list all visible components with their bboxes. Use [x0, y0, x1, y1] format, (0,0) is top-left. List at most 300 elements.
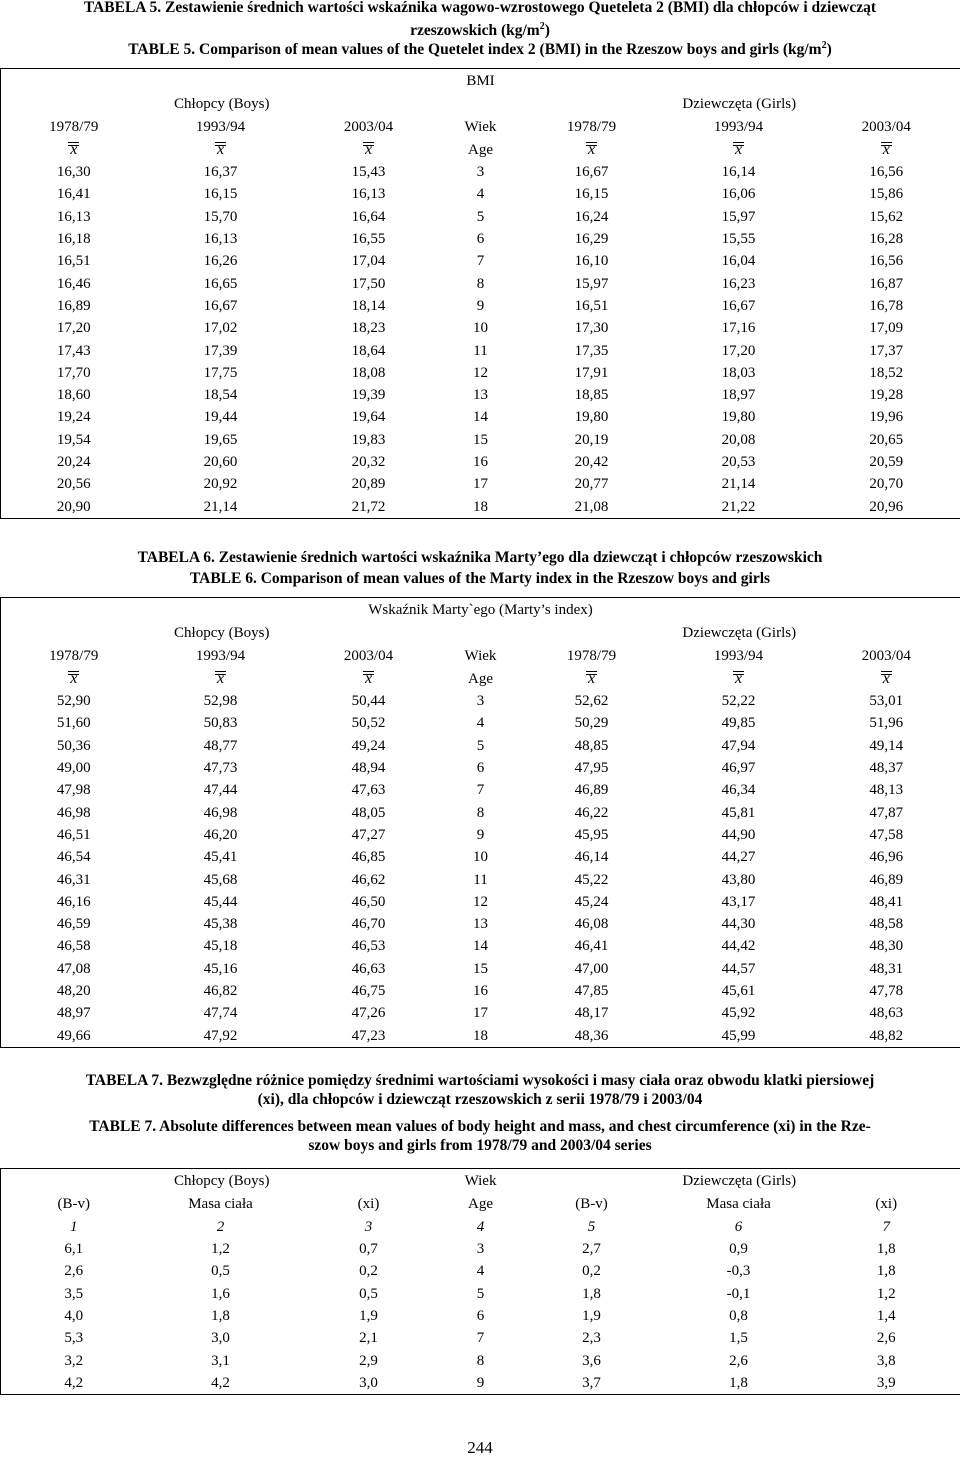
age-cell: 3 [476, 164, 485, 181]
table-row [1, 801, 960, 823]
year-header: 1993/94 [713, 118, 764, 135]
col-number: 1 [70, 1218, 78, 1235]
value-cell: 19,54 [56, 431, 91, 448]
value-cell: 46,59 [56, 916, 91, 933]
value-cell: 16,23 [721, 275, 756, 292]
value-cell: 18,64 [351, 342, 386, 359]
value-cell: 20,60 [203, 454, 238, 470]
mean-symbol: x [216, 669, 225, 687]
value-cell: 16,46 [56, 275, 91, 292]
table-row [1, 429, 960, 451]
table-row [1, 317, 960, 339]
value-cell: 1,2 [211, 1241, 230, 1258]
age-label: Age [468, 670, 493, 687]
value-cell: -0,1 [726, 1285, 751, 1302]
table-row [1, 868, 960, 890]
age-cell: 16 [473, 983, 488, 999]
value-cell: 45,24 [574, 893, 609, 910]
table-row [1, 958, 960, 980]
value-cell: 47,95 [574, 760, 609, 777]
age-cell: 13 [473, 387, 488, 404]
value-cell: 45,22 [574, 871, 609, 888]
table-row [1, 846, 960, 868]
girls-label: Dziewczęta (Girls) [682, 1172, 797, 1189]
value-cell: 20,56 [56, 476, 91, 493]
age-cell: 11 [473, 342, 488, 359]
value-cell: 46,63 [351, 960, 386, 977]
table-row [1, 1305, 960, 1327]
value-cell: 1,2 [876, 1285, 896, 1302]
table-row [1, 250, 960, 272]
value-cell: 50,83 [203, 715, 238, 732]
value-cell: 3,0 [359, 1374, 378, 1391]
value-cell: 50,36 [56, 737, 91, 754]
table-row [1, 891, 960, 913]
value-cell: 16,26 [203, 253, 238, 270]
value-cell: 47,26 [351, 1005, 386, 1022]
value-cell: 50,29 [574, 715, 609, 732]
value-cell: 16,30 [56, 164, 91, 181]
col-number: 3 [364, 1218, 373, 1235]
wiek-label: Wiek [464, 647, 497, 664]
value-cell: 48,37 [869, 760, 904, 777]
value-cell: 51,60 [56, 715, 91, 732]
value-cell: 47,08 [56, 960, 91, 977]
index-label: BMI [466, 72, 495, 89]
value-cell: 19,96 [869, 409, 904, 426]
value-cell: 47,94 [721, 737, 756, 754]
col-header: Masa ciała [706, 1195, 771, 1212]
mean-symbol: x [364, 669, 373, 687]
age-cell: 11 [473, 871, 488, 888]
value-cell: 53,01 [869, 693, 904, 710]
value-cell: 46,50 [351, 893, 386, 910]
value-cell: 45,38 [203, 916, 238, 933]
value-cell: 1,8 [729, 1374, 748, 1391]
value-cell: 45,41 [203, 849, 238, 866]
value-cell: -0,3 [726, 1263, 751, 1280]
value-cell: 46,58 [56, 938, 91, 955]
age-cell: 4 [476, 1263, 485, 1280]
value-cell: 20,90 [56, 498, 91, 515]
value-cell: 18,97 [721, 387, 756, 404]
table-row [1, 228, 960, 250]
value-cell: 48,85 [574, 737, 609, 754]
value-cell: 20,32 [351, 454, 386, 470]
table-row [1, 206, 960, 228]
value-cell: 48,20 [56, 983, 91, 999]
value-cell: 16,51 [56, 253, 91, 270]
value-cell: 2,3 [582, 1330, 601, 1347]
age-cell: 7 [476, 1330, 485, 1347]
age-cell: 6 [476, 760, 485, 777]
value-cell: 2,7 [582, 1241, 601, 1258]
value-cell: 48,31 [869, 960, 904, 977]
col-number: 4 [476, 1218, 485, 1235]
value-cell: 16,04 [721, 253, 756, 270]
value-cell: 17,75 [203, 364, 238, 381]
age-cell: 9 [476, 1374, 485, 1391]
mean-symbol: x [882, 669, 890, 687]
age-cell: 5 [476, 737, 485, 754]
value-cell: 45,44 [203, 893, 238, 910]
year-header: 1978/79 [566, 118, 617, 135]
table-row [1, 161, 960, 183]
value-cell: 0,5 [359, 1285, 378, 1302]
value-cell: 17,30 [574, 320, 609, 337]
wiek-label: Wiek [464, 118, 497, 135]
wiek-label: Wiek [464, 1172, 497, 1189]
value-cell: 21,72 [351, 498, 386, 515]
col-header: (xi) [357, 1195, 380, 1212]
value-cell: 3,6 [582, 1352, 601, 1369]
girls-label: Dziewczęta (Girls) [682, 624, 797, 641]
value-cell: 46,75 [351, 983, 386, 999]
value-cell: 16,15 [203, 186, 238, 203]
value-cell: 17,04 [351, 253, 386, 270]
value-cell: 5,3 [64, 1330, 84, 1347]
age-cell: 8 [476, 804, 485, 821]
value-cell: 46,98 [56, 804, 91, 821]
table7-caption-en: TABLE 7. Absolute differences between mean values of body height and mass, and chest circumference (xi) in the Rze- szow boys and girls from 1978/79 and 2003/04 series [89, 1118, 871, 1154]
value-cell: 47,85 [574, 983, 609, 999]
value-cell: 17,50 [351, 275, 386, 292]
age-cell: 5 [476, 208, 485, 225]
age-cell: 16 [473, 454, 488, 470]
table-row [1, 384, 960, 406]
value-cell: 19,64 [351, 409, 386, 426]
value-cell: 2,6 [876, 1330, 896, 1347]
value-cell: 2,1 [359, 1330, 378, 1347]
value-cell: 16,28 [869, 231, 904, 248]
table-row [1, 690, 960, 712]
value-cell: 18,52 [869, 364, 904, 381]
value-cell: 1,8 [211, 1308, 230, 1325]
value-cell: 21,14 [721, 476, 756, 493]
value-cell: 44,30 [721, 916, 756, 933]
age-cell: 4 [476, 186, 485, 203]
value-cell: 20,24 [56, 454, 91, 470]
value-cell: 3,7 [582, 1374, 601, 1391]
value-cell: 15,62 [869, 208, 904, 225]
table-row [1, 735, 960, 757]
value-cell: 2,6 [729, 1352, 748, 1369]
value-cell: 48,94 [351, 760, 386, 777]
year-header: 2003/04 [861, 118, 911, 135]
age-cell: 15 [473, 960, 488, 977]
value-cell: 49,00 [56, 760, 91, 777]
age-cell: 7 [476, 782, 485, 799]
value-cell: 1,4 [876, 1308, 896, 1325]
col-header: (B-v) [57, 1195, 90, 1212]
table-row [1, 473, 960, 495]
table-row [1, 406, 960, 428]
value-cell: 43,17 [721, 893, 756, 910]
value-cell: 46,85 [351, 849, 386, 866]
value-cell: 47,73 [203, 760, 238, 777]
value-cell: 16,89 [56, 297, 91, 314]
value-cell: 17,43 [56, 342, 91, 359]
age-cell: 8 [476, 1352, 485, 1369]
table-row [1, 712, 960, 734]
mean-symbol: x [216, 140, 225, 158]
table-row [1, 824, 960, 846]
age-cell: 13 [473, 916, 488, 933]
year-header: 1978/79 [566, 647, 617, 664]
age-cell: 4 [476, 715, 485, 732]
value-cell: 3,0 [211, 1330, 230, 1347]
value-cell: 16,51 [574, 297, 609, 314]
value-cell: 0,2 [359, 1263, 378, 1280]
age-cell: 14 [473, 938, 488, 955]
value-cell: 45,16 [203, 960, 238, 977]
value-cell: 52,98 [203, 693, 238, 710]
age-cell: 8 [476, 275, 485, 292]
value-cell: 46,70 [351, 916, 386, 933]
value-cell: 19,80 [574, 409, 609, 426]
value-cell: 20,96 [869, 498, 904, 515]
value-cell: 15,97 [574, 275, 609, 292]
value-cell: 20,77 [574, 476, 609, 493]
value-cell: 45,81 [721, 804, 756, 821]
value-cell: 47,74 [203, 1005, 238, 1022]
value-cell: 0,5 [211, 1263, 230, 1280]
value-cell: 49,85 [721, 715, 756, 732]
table-row [1, 295, 960, 317]
table5-caption-pl: TABELA 5. Zestawienie średnich wartości wskaźnika wagowo-wzrostowego Queteleta 2 (BMI) dla chłopców i dziewcząt rzeszowskich $(kg/m^2)$ [83, 0, 877, 40]
value-cell: 0,8 [729, 1308, 748, 1325]
value-cell: 48,63 [869, 1005, 904, 1022]
table5-bmi [0, 68, 960, 519]
col-header: (B-v) [575, 1195, 608, 1212]
value-cell: 46,82 [203, 983, 238, 999]
mean-symbol: x [734, 669, 743, 687]
value-cell: 43,80 [721, 871, 756, 888]
table6-caption-en: TABLE 6. Comparison of mean values of the Marty index in the Rzeszow boys and girls [189, 570, 771, 587]
value-cell: 46,98 [203, 804, 238, 821]
table-row [1, 913, 960, 935]
value-cell: 16,13 [203, 231, 238, 248]
value-cell: 15,86 [869, 186, 904, 203]
value-cell: 19,80 [721, 409, 756, 426]
value-cell: 16,56 [869, 164, 904, 181]
page-number: 244 [467, 1438, 493, 1457]
value-cell: 47,23 [351, 1027, 386, 1044]
age-cell: 6 [476, 231, 485, 248]
value-cell: 18,60 [56, 387, 91, 404]
value-cell: 16,78 [869, 297, 904, 314]
value-cell: 16,37 [203, 164, 238, 181]
table-row [1, 339, 960, 361]
value-cell: 45,95 [574, 826, 609, 843]
value-cell: 48,05 [351, 804, 386, 821]
table-row [1, 451, 960, 473]
value-cell: 16,24 [574, 208, 609, 225]
table-row [1, 1002, 960, 1024]
value-cell: 18,03 [721, 364, 756, 381]
value-cell: 16,67 [721, 297, 756, 314]
value-cell: 50,52 [351, 715, 386, 732]
value-cell: 18,85 [574, 387, 609, 404]
value-cell: 2,6 [64, 1263, 84, 1280]
value-cell: 49,66 [56, 1027, 91, 1044]
table-row [1, 779, 960, 801]
value-cell: 44,90 [721, 826, 756, 843]
value-cell: 18,08 [351, 364, 386, 381]
value-cell: 21,14 [203, 498, 238, 515]
value-cell: 46,89 [574, 782, 609, 799]
girls-label: Dziewczęta (Girls) [682, 95, 797, 112]
value-cell: 46,53 [351, 938, 386, 955]
value-cell: 20,65 [869, 431, 904, 448]
value-cell: 46,96 [869, 849, 904, 866]
value-cell: 45,61 [721, 983, 756, 999]
mean-symbol: x [882, 140, 890, 158]
value-cell: 1,9 [582, 1308, 601, 1325]
year-header: 1978/79 [49, 647, 99, 664]
value-cell: 20,70 [869, 476, 904, 493]
value-cell: 45,99 [721, 1027, 756, 1044]
value-cell: 47,87 [869, 804, 904, 821]
value-cell: 16,64 [351, 208, 386, 225]
value-cell: 46,34 [721, 782, 756, 799]
value-cell: 1,8 [876, 1241, 896, 1258]
value-cell: 45,92 [721, 1005, 756, 1022]
age-cell: 6 [476, 1308, 485, 1325]
table7-differences [0, 1168, 960, 1395]
value-cell: 45,68 [203, 871, 238, 888]
value-cell: 49,14 [869, 737, 904, 754]
table-row [1, 1372, 960, 1395]
boys-label: Chłopcy (Boys) [174, 1172, 270, 1189]
value-cell: 0,7 [359, 1241, 378, 1258]
value-cell: 16,55 [351, 231, 386, 248]
value-cell: 20,53 [721, 454, 756, 470]
value-cell: 44,57 [721, 960, 756, 977]
value-cell: 48,13 [869, 782, 904, 799]
table-row [1, 272, 960, 294]
value-cell: 52,22 [721, 693, 756, 710]
value-cell: 46,22 [574, 804, 609, 821]
value-cell: 15,97 [721, 208, 756, 225]
value-cell: 17,70 [56, 364, 91, 381]
value-cell: 48,77 [203, 737, 238, 754]
value-cell: 4,2 [64, 1374, 84, 1391]
value-cell: 3,1 [211, 1352, 230, 1369]
value-cell: 16,13 [56, 208, 91, 225]
value-cell: 48,58 [869, 916, 904, 933]
age-cell: 5 [476, 1285, 485, 1302]
value-cell: 3,9 [876, 1374, 896, 1391]
value-cell: 17,02 [203, 320, 238, 337]
age-cell: 12 [473, 364, 488, 381]
age-cell: 17 [473, 476, 488, 493]
value-cell: 48,30 [869, 938, 904, 955]
value-cell: 48,97 [56, 1005, 91, 1022]
value-cell: 1,5 [729, 1330, 748, 1347]
value-cell: 50,44 [351, 693, 386, 710]
age-cell: 14 [473, 409, 488, 426]
value-cell: 46,14 [574, 849, 609, 866]
value-cell: 3,5 [64, 1285, 84, 1302]
value-cell: 46,54 [56, 849, 91, 866]
value-cell: 19,24 [56, 409, 91, 426]
mean-symbol: x [587, 140, 596, 158]
value-cell: 46,89 [869, 871, 904, 888]
table5-caption-en: TABLE 5. Comparison of mean values of the Quetelet index 2 (BMI) in the Rzeszow boys and girls $(kg/m^2)$ [128, 40, 832, 59]
table6-caption-pl: TABELA 6. Zestawienie średnich wartości wskaźnika Marty’ego dla dziewcząt i chłopców rzeszowskich [137, 549, 823, 566]
boys-label: Chłopcy (Boys) [174, 624, 270, 641]
value-cell: 47,63 [351, 782, 386, 799]
year-header: 1993/94 [195, 118, 246, 135]
value-cell: 17,39 [203, 342, 238, 359]
value-cell: 1,8 [876, 1263, 896, 1280]
value-cell: 47,98 [56, 782, 91, 799]
value-cell: 47,92 [203, 1027, 238, 1044]
mean-symbol: x [70, 140, 78, 158]
value-cell: 44,27 [721, 849, 756, 866]
value-cell: 48,17 [574, 1005, 609, 1022]
value-cell: 16,18 [56, 231, 91, 248]
year-header: 2003/04 [343, 118, 394, 135]
value-cell: 18,54 [203, 387, 238, 404]
age-cell: 3 [476, 1241, 485, 1258]
value-cell: 17,16 [721, 320, 756, 337]
year-header: 1993/94 [713, 647, 764, 664]
value-cell: 17,37 [869, 342, 904, 359]
value-cell: 16,41 [56, 186, 91, 203]
value-cell: 19,28 [869, 387, 904, 404]
value-cell: 19,65 [203, 431, 238, 448]
col-number: 7 [882, 1218, 891, 1235]
index-label: Wskaźnik Marty`ego (Marty’s index) [368, 601, 593, 618]
table-row [1, 495, 960, 518]
year-header: 2003/04 [861, 647, 911, 664]
age-cell: 9 [476, 297, 485, 314]
value-cell: 52,62 [574, 693, 609, 710]
value-cell: 48,82 [869, 1027, 904, 1044]
value-cell: 46,20 [203, 826, 238, 843]
table-row [1, 1024, 960, 1047]
value-cell: 46,41 [574, 938, 609, 955]
age-cell: 7 [476, 253, 485, 270]
value-cell: 46,08 [574, 916, 609, 933]
value-cell: 44,42 [721, 938, 756, 955]
value-cell: 16,06 [721, 186, 756, 203]
age-cell: 18 [473, 498, 488, 515]
value-cell: 17,20 [56, 320, 91, 337]
value-cell: 4,0 [64, 1308, 84, 1325]
value-cell: 47,27 [351, 826, 386, 843]
value-cell: 48,36 [574, 1027, 609, 1044]
value-cell: 4,2 [211, 1374, 230, 1391]
col-number: 5 [587, 1218, 596, 1235]
mean-symbol: x [734, 140, 743, 158]
value-cell: 47,78 [869, 983, 904, 999]
value-cell: 47,58 [869, 826, 904, 843]
age-cell: 15 [473, 431, 488, 448]
value-cell: 17,91 [574, 364, 609, 381]
value-cell: 47,00 [574, 960, 609, 977]
value-cell: 16,15 [574, 186, 609, 203]
col-number: 2 [216, 1218, 225, 1235]
age-cell: 10 [473, 849, 488, 866]
value-cell: 6,1 [64, 1241, 84, 1258]
value-cell: 15,70 [203, 208, 238, 225]
value-cell: 16,10 [574, 253, 609, 270]
col-header: (xi) [875, 1195, 898, 1212]
value-cell: 16,65 [203, 275, 238, 292]
